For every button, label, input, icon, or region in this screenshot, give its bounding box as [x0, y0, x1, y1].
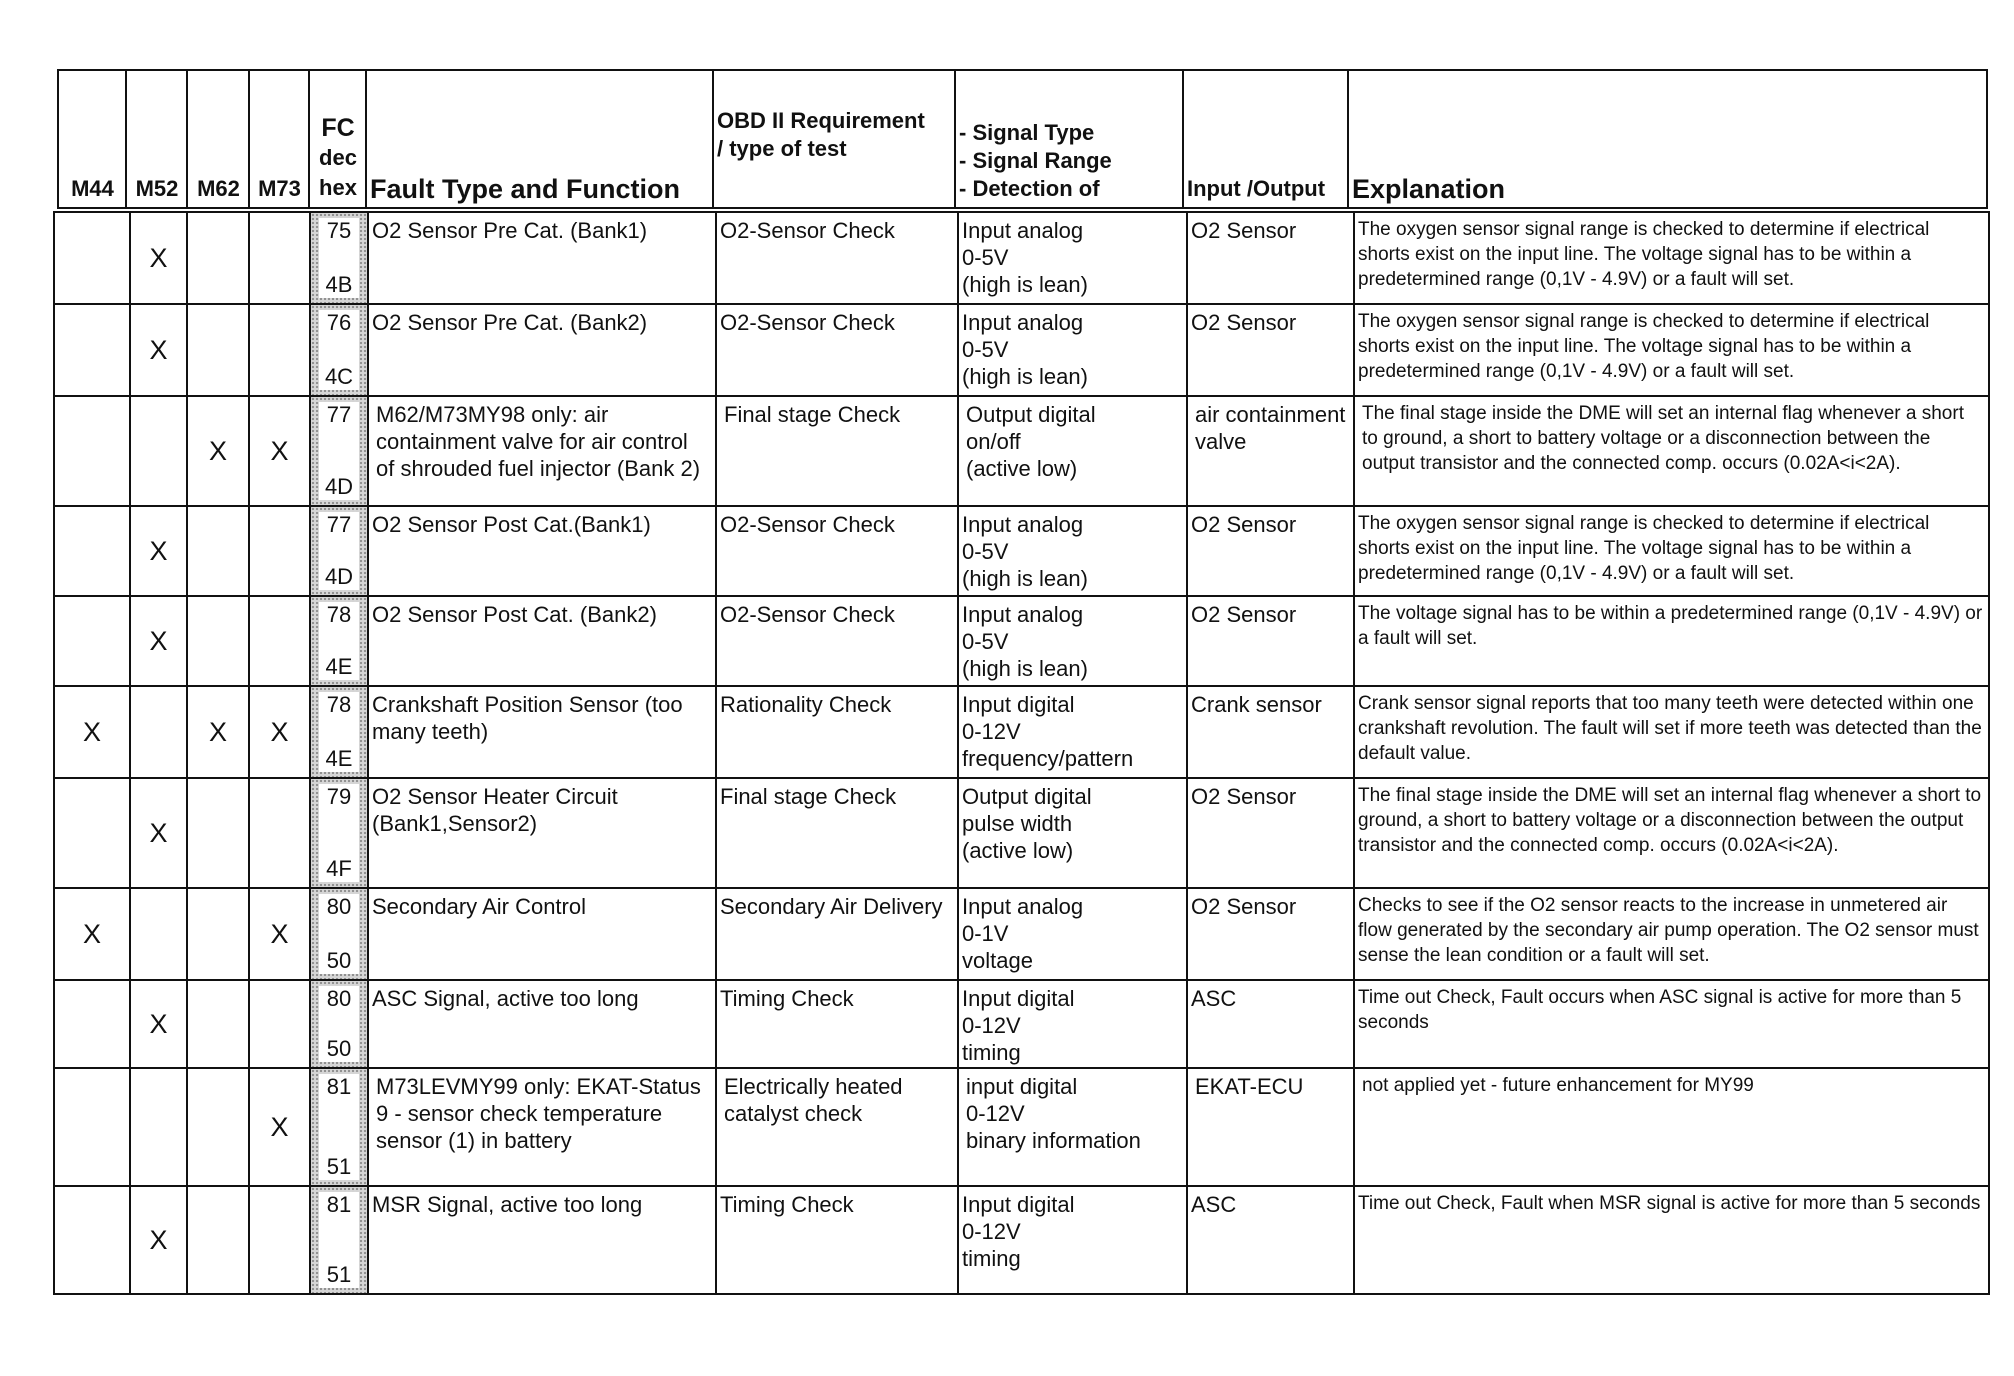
signal-info: [958, 980, 1187, 1068]
input-output: O2 Sensor: [1187, 304, 1354, 396]
fault-code-hex: 4C: [324, 364, 354, 389]
m44-mark: [54, 212, 130, 304]
fault-code-box: [319, 310, 359, 390]
input-output: ASC: [1187, 1186, 1354, 1294]
signal-detection: (high is lean): [962, 656, 1088, 681]
m52-mark: [130, 888, 187, 980]
m52-mark: X: [130, 596, 187, 686]
m44-mark: [54, 396, 130, 506]
fault-type: O2 Sensor Post Cat. (Bank2): [368, 596, 716, 686]
m44-mark: X: [54, 888, 130, 980]
signal-detection: (high is lean): [962, 272, 1088, 297]
signal-type: Input digital: [962, 1192, 1075, 1217]
m44-mark: [54, 304, 130, 396]
signal-info: [958, 1068, 1187, 1186]
fault-code-dec: 77: [326, 512, 352, 537]
table-row: [54, 1186, 1989, 1294]
header-m52: M52: [126, 70, 187, 208]
fault-code-box: [319, 894, 359, 974]
signal-detection: (high is lean): [962, 364, 1088, 389]
m44-mark: [54, 596, 130, 686]
fault-type: MSR Signal, active too long: [368, 1186, 716, 1294]
signal-detection: voltage: [962, 948, 1033, 973]
fault-type: Secondary Air Control: [368, 888, 716, 980]
header-signal-range: - Signal Range: [959, 148, 1112, 173]
fault-code-box: [319, 402, 359, 500]
table-row: [54, 596, 1989, 686]
m73-mark: [249, 596, 310, 686]
signal-range: 0-5V: [962, 629, 1009, 654]
signal-info: [958, 1186, 1187, 1294]
fault-code-hex: 4D: [324, 474, 354, 499]
header-explanation: Explanation: [1348, 70, 1987, 208]
fault-code-dec: 78: [326, 602, 352, 627]
fault-code-box: [319, 1192, 359, 1288]
m73-mark: X: [249, 686, 310, 778]
fault-code-dec: 80: [326, 986, 352, 1011]
signal-detection: frequency/pattern: [962, 746, 1134, 771]
input-output: O2 Sensor: [1187, 778, 1354, 888]
header-fc-label: FC: [321, 114, 355, 142]
table-row: [54, 396, 1989, 506]
signal-range: 0-12V: [962, 1219, 1021, 1244]
explanation: Crank sensor signal reports that too many teeth were detected within one crankshaft revolution. The fault will set if more teeth was detected than the default value.: [1354, 686, 1989, 778]
m52-mark: [130, 686, 187, 778]
m73-mark: [249, 304, 310, 396]
signal-info: [958, 506, 1187, 596]
fault-code-dec: 75: [326, 218, 352, 243]
input-output: Crank sensor: [1187, 686, 1354, 778]
table-row: [54, 506, 1989, 596]
m62-mark: [187, 1186, 249, 1294]
fault-type: O2 Sensor Pre Cat. (Bank1): [368, 212, 716, 304]
m62-mark: X: [187, 396, 249, 506]
m52-mark: [130, 396, 187, 506]
fault-code-cell: [310, 888, 368, 980]
input-output: O2 Sensor: [1187, 888, 1354, 980]
header-obd: [713, 70, 955, 208]
fault-code-cell: [310, 686, 368, 778]
signal-type: Output digital: [966, 402, 1096, 427]
m44-mark: [54, 1068, 130, 1186]
signal-range: 0-5V: [962, 245, 1009, 270]
obd-requirement: Rationality Check: [716, 686, 958, 778]
obd-requirement: Final stage Check: [716, 778, 958, 888]
fault-type: O2 Sensor Heater Circuit (Bank1,Sensor2): [368, 778, 716, 888]
fault-rows: [54, 212, 1989, 1294]
signal-detection: (active low): [966, 456, 1078, 481]
m62-mark: [187, 304, 249, 396]
fault-code-box: [319, 1074, 359, 1180]
signal-type: Input analog: [962, 894, 1084, 919]
fault-code-dec: 80: [326, 894, 352, 919]
signal-detection: binary information: [966, 1128, 1141, 1153]
signal-range: 0-5V: [962, 539, 1009, 564]
signal-type: Input digital: [962, 986, 1075, 1011]
explanation: The oxygen sensor signal range is checked to determine if electrical shorts exist on the input line. The voltage signal has to be within a predetermined range (0,1V - 4.9V) or a fault will set.: [1354, 212, 1989, 304]
explanation: The voltage signal has to be within a predetermined range (0,1V - 4.9V) or a fault will set.: [1354, 596, 1989, 686]
fault-code-dec: 81: [326, 1074, 352, 1099]
fault-code-hex: 4D: [324, 564, 354, 589]
table-row: [54, 888, 1989, 980]
fault-type: M62/M73MY98 only: air containment valve for air control of shrouded fuel injector (Bank 2): [368, 396, 716, 506]
fault-table: [53, 211, 1990, 1295]
header-row: [58, 70, 1987, 208]
explanation: Checks to see if the O2 sensor reacts to the increase in unmetered air flow generated by the secondary air pump operation. The O2 sensor must sense the lean condition or a fault will set.: [1354, 888, 1989, 980]
signal-type: Input digital: [962, 692, 1075, 717]
signal-detection: timing: [962, 1040, 1021, 1065]
explanation: Time out Check, Fault when MSR signal is active for more than 5 seconds: [1354, 1186, 1989, 1294]
signal-type: input digital: [966, 1074, 1078, 1099]
fault-code-cell: [310, 1186, 368, 1294]
signal-type: Input analog: [962, 310, 1084, 335]
fault-code-dec: 78: [326, 692, 352, 717]
fault-code-dec: 81: [326, 1192, 352, 1217]
m52-mark: X: [130, 980, 187, 1068]
signal-type: Input analog: [962, 512, 1084, 537]
header-fc-hex: hex: [319, 175, 357, 200]
fault-code-dec: 77: [326, 402, 352, 427]
input-output: O2 Sensor: [1187, 596, 1354, 686]
fault-code-cell: [310, 1068, 368, 1186]
m62-mark: [187, 596, 249, 686]
header-table: [57, 69, 1988, 209]
fault-code-cell: [310, 596, 368, 686]
signal-info: [958, 596, 1187, 686]
obd-requirement: Timing Check: [716, 980, 958, 1068]
fault-code-cell: [310, 304, 368, 396]
fault-code-hex: 50: [326, 948, 352, 973]
header-signal-type: - Signal Type: [959, 120, 1095, 145]
table-row: [54, 1068, 1989, 1186]
signal-detection: (high is lean): [962, 566, 1088, 591]
m62-mark: [187, 888, 249, 980]
fault-code-cell: [310, 212, 368, 304]
signal-range: 0-12V: [962, 1013, 1021, 1038]
fault-code-cell: [310, 506, 368, 596]
signal-range: 0-5V: [962, 337, 1009, 362]
input-output: ASC: [1187, 980, 1354, 1068]
obd-requirement: Timing Check: [716, 1186, 958, 1294]
m73-mark: [249, 1186, 310, 1294]
signal-type: Output digital: [962, 784, 1092, 809]
fault-type: ASC Signal, active too long: [368, 980, 716, 1068]
obd-requirement: Secondary Air Delivery: [716, 888, 958, 980]
obd-requirement: O2-Sensor Check: [716, 304, 958, 396]
signal-type: Input analog: [962, 602, 1084, 627]
m73-mark: [249, 980, 310, 1068]
explanation: not applied yet - future enhancement for MY99: [1354, 1068, 1989, 1186]
header-fc-dec: dec: [319, 145, 357, 170]
fault-code-hex: 51: [326, 1262, 352, 1287]
signal-info: [958, 304, 1187, 396]
fault-code-box: [319, 784, 359, 882]
signal-range: 0-12V: [962, 719, 1021, 744]
m62-mark: X: [187, 686, 249, 778]
fault-code-cell: [310, 396, 368, 506]
m62-mark: [187, 980, 249, 1068]
fault-type: M73LEVMY99 only: EKAT-Status 9 - sensor check temperature sensor (1) in battery: [368, 1068, 716, 1186]
fault-code-box: [319, 692, 359, 772]
m52-mark: X: [130, 506, 187, 596]
m73-mark: [249, 778, 310, 888]
fault-code-hex: 4E: [325, 654, 353, 679]
m52-mark: X: [130, 1186, 187, 1294]
signal-detection: timing: [962, 1246, 1021, 1271]
m62-mark: [187, 778, 249, 888]
signal-range: 0-12V: [966, 1101, 1025, 1126]
m73-mark: X: [249, 396, 310, 506]
header-m44: M44: [58, 70, 126, 208]
input-output: air containment valve: [1187, 396, 1354, 506]
m44-mark: X: [54, 686, 130, 778]
signal-info: [958, 686, 1187, 778]
header-input-output: Input /Output: [1183, 70, 1348, 208]
obd-requirement: Final stage Check: [716, 396, 958, 506]
explanation: The oxygen sensor signal range is checked to determine if electrical shorts exist on the input line. The voltage signal has to be within a predetermined range (0,1V - 4.9V) or a fault will set.: [1354, 304, 1989, 396]
signal-range: pulse width: [962, 811, 1073, 836]
m44-mark: [54, 1186, 130, 1294]
m52-mark: [130, 1068, 187, 1186]
obd-requirement: O2-Sensor Check: [716, 506, 958, 596]
signal-range: on/off: [966, 429, 1021, 454]
fault-code-hex: 4B: [325, 272, 353, 297]
header-m73: M73: [249, 70, 309, 208]
m73-mark: X: [249, 888, 310, 980]
fault-code-hex: 4E: [325, 746, 353, 771]
m52-mark: X: [130, 212, 187, 304]
signal-info: [958, 888, 1187, 980]
table-row: [54, 304, 1989, 396]
fault-code-box: [319, 986, 359, 1062]
input-output: O2 Sensor: [1187, 506, 1354, 596]
header-obd-line2: / type of test: [717, 136, 847, 161]
fault-code-box: [319, 218, 359, 298]
m73-mark: [249, 212, 310, 304]
signal-detection: (active low): [962, 838, 1074, 863]
fault-type: O2 Sensor Pre Cat. (Bank2): [368, 304, 716, 396]
input-output: EKAT-ECU: [1187, 1068, 1354, 1186]
explanation: The final stage inside the DME will set an internal flag whenever a short to ground, a short to battery voltage or a disconnection between the output transistor and the connected comp. occurs (0.02A<i<2A).: [1354, 778, 1989, 888]
m44-mark: [54, 980, 130, 1068]
signal-type: Input analog: [962, 218, 1084, 243]
header-signal-detection: - Detection of: [959, 176, 1100, 201]
signal-info: [958, 212, 1187, 304]
obd-requirement: O2-Sensor Check: [716, 212, 958, 304]
fault-code-hex: 51: [326, 1154, 352, 1179]
table-row: [54, 686, 1989, 778]
header-fault-type: Fault Type and Function: [366, 70, 713, 208]
signal-range: 0-1V: [962, 921, 1009, 946]
m44-mark: [54, 506, 130, 596]
signal-info: [958, 396, 1187, 506]
explanation: Time out Check, Fault occurs when ASC signal is active for more than 5 seconds: [1354, 980, 1989, 1068]
table-row: [54, 778, 1989, 888]
fault-type: O2 Sensor Post Cat.(Bank1): [368, 506, 716, 596]
obd-requirement: Electrically heated catalyst check: [716, 1068, 958, 1186]
fault-code-cell: [310, 980, 368, 1068]
obd-requirement: O2-Sensor Check: [716, 596, 958, 686]
m73-mark: [249, 506, 310, 596]
header-obd-line1: OBD II Requirement: [717, 108, 925, 133]
input-output: O2 Sensor: [1187, 212, 1354, 304]
fault-code-hex: 4F: [326, 856, 352, 881]
m62-mark: [187, 212, 249, 304]
fault-code-dec: 76: [326, 310, 352, 335]
m62-mark: [187, 506, 249, 596]
fault-code-cell: [310, 778, 368, 888]
m44-mark: [54, 778, 130, 888]
fault-code-box: [319, 512, 359, 590]
m52-mark: X: [130, 778, 187, 888]
fault-code-hex: 50: [326, 1036, 352, 1061]
m62-mark: [187, 1068, 249, 1186]
header-m62: M62: [187, 70, 249, 208]
m52-mark: X: [130, 304, 187, 396]
signal-info: [958, 778, 1187, 888]
fault-code-dec: 79: [326, 784, 352, 809]
explanation: The final stage inside the DME will set an internal flag whenever a short to ground, a short to battery voltage or a disconnection between the output transistor and the connected comp. occurs (0.02A<i<2A).: [1354, 396, 1989, 506]
table-row: [54, 980, 1989, 1068]
explanation: The oxygen sensor signal range is checked to determine if electrical shorts exist on the input line. The voltage signal has to be within a predetermined range (0,1V - 4.9V) or a fault will set.: [1354, 506, 1989, 596]
fault-type: Crankshaft Position Sensor (too many teeth): [368, 686, 716, 778]
m73-mark: X: [249, 1068, 310, 1186]
header-fc: [309, 70, 366, 208]
table-row: [54, 212, 1989, 304]
fault-code-box: [319, 602, 359, 680]
header-signal: [955, 70, 1183, 208]
